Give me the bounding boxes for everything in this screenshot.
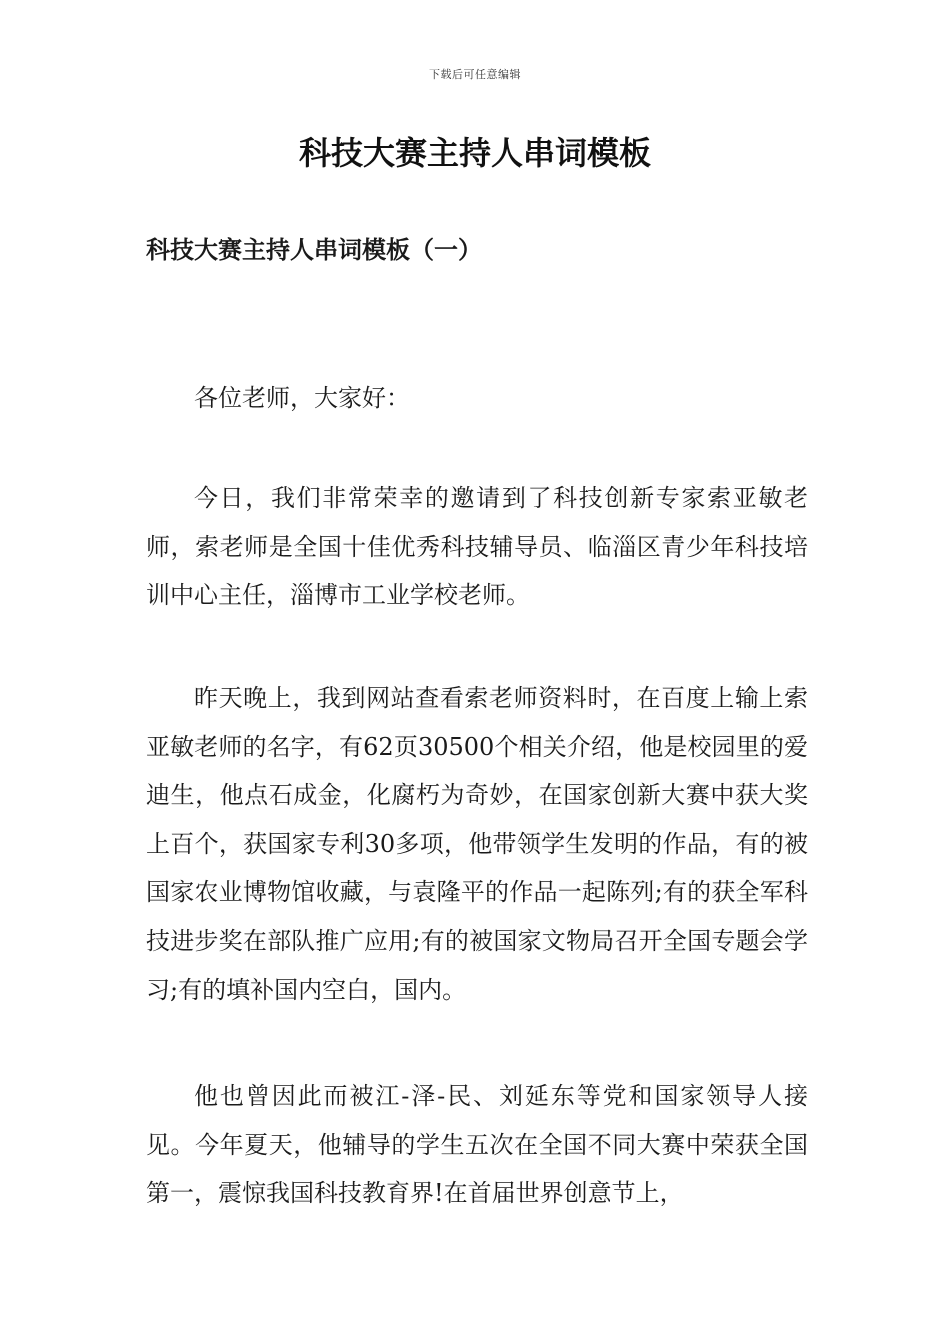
- paragraph-greeting: 各位老师，大家好：: [194, 384, 410, 412]
- paragraph-search: 昨天晚上，我到网站查看索老师资料时，在百度上输上索亚敏老师的名字，有62页30500个相关介绍，他是校园里的爱迪生，他点石成金，化腐朽为奇妙，在国家创新大赛中获大奖上百个，获国家专利30多项，他带领学生发明的作品，有的被国家农业博物馆收藏，与袁隆平的作品一起陈列;有的获全军科技进步奖在部队推广应用;有的被国家文物局召开全国专题会学习;有的填补国内空白，国内。: [146, 684, 808, 1004]
- paragraph-intro: 今日，我们非常荣幸的邀请到了科技创新专家索亚敏老师，索老师是全国十佳优秀科技辅导员、临淄区青少年科技培训中心主任，淄博市工业学校老师。: [146, 484, 808, 610]
- header-note: 下载后可任意编辑: [429, 68, 521, 81]
- paragraph-meet: 他也曾因此而被江-泽-民、刘延东等党和国家领导人接见。今年夏天，他辅导的学生五次在全国不同大赛中荣获全国第一，震惊我国科技教育界!在首届世界创意节上，: [146, 1082, 808, 1208]
- document-title: 科技大赛主持人串词模板: [298, 134, 651, 172]
- document-subtitle: 科技大赛主持人串词模板（一）: [146, 235, 482, 264]
